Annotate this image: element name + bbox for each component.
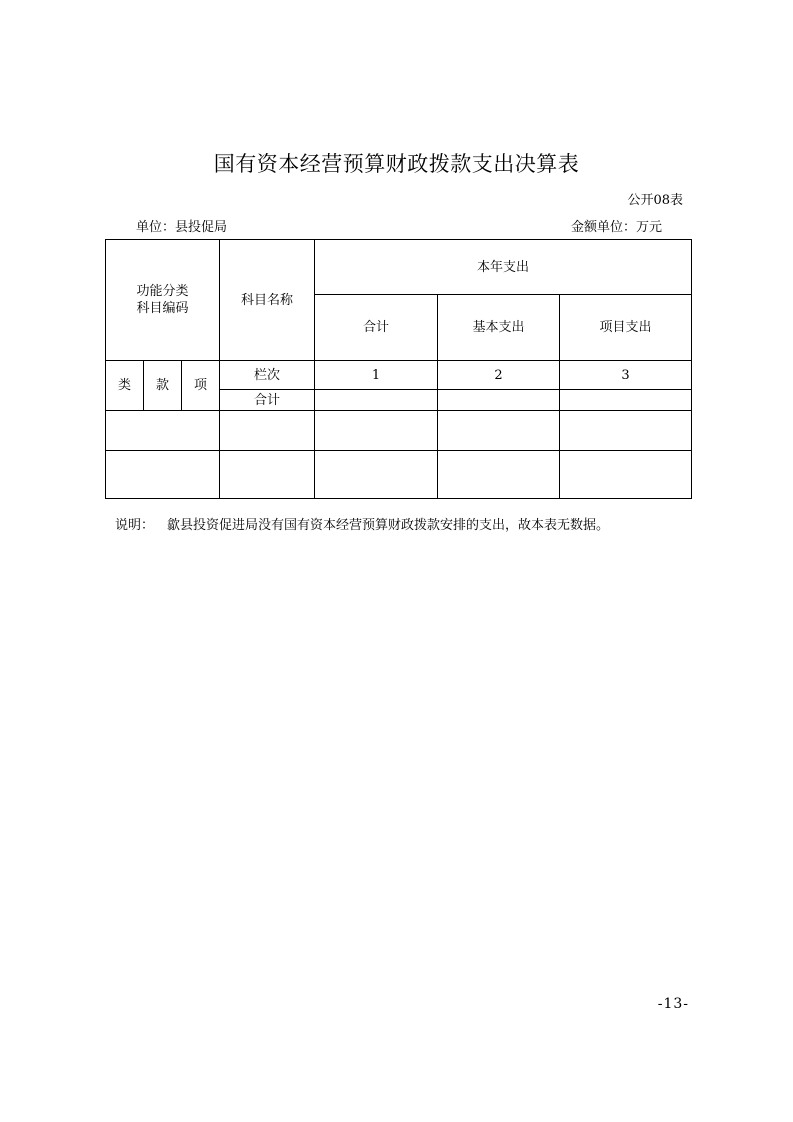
note-text: 歙县投资促进局没有国有资本经营预算财政拨款安排的支出，故本表无数据。 (167, 518, 610, 533)
amount-unit: 金额单位：万元 (570, 220, 662, 235)
column-index-1: 1 (315, 361, 438, 390)
column-index-row (106, 361, 692, 390)
expenditure-table (105, 239, 692, 499)
column-index-2: 2 (438, 361, 560, 390)
table-cell (438, 411, 560, 451)
header-row-1 (106, 240, 692, 295)
table-row (106, 451, 692, 499)
note-label: 说明： (115, 518, 155, 533)
total-row-cell (315, 390, 438, 411)
table-cell (438, 451, 560, 499)
table-cell (220, 451, 315, 499)
total-header: 合计 (315, 295, 438, 361)
explanatory-note (115, 514, 609, 533)
func-class-line2: 科目编码 (136, 301, 189, 316)
reporting-unit: 单位：县投促局 (136, 220, 228, 235)
func-class-line1: 功能分类 (136, 284, 189, 299)
table-cell (315, 411, 438, 451)
table-cell (220, 411, 315, 451)
total-row-cell (560, 390, 692, 411)
subject-name-header: 科目名称 (220, 240, 315, 361)
total-row-label: 合计 (220, 390, 315, 411)
table-cell (106, 451, 220, 499)
table-cell (560, 411, 692, 451)
func-class-header (106, 240, 220, 361)
lei-header: 类 (106, 361, 144, 411)
project-expense-header: 项目支出 (560, 295, 692, 361)
page-number: -13- (657, 996, 689, 1012)
xiang-header: 项 (182, 361, 220, 411)
total-row-cell (438, 390, 560, 411)
kuan-header: 款 (144, 361, 182, 411)
current-year-expense-header: 本年支出 (315, 240, 692, 295)
table-cell (106, 411, 220, 451)
column-index-3: 3 (560, 361, 692, 390)
table-cell (560, 451, 692, 499)
table-row (106, 411, 692, 451)
column-index-label: 栏次 (220, 361, 315, 390)
page-title: 国有资本经营预算财政拨款支出决算表 (213, 152, 580, 176)
basic-expense-header: 基本支出 (438, 295, 560, 361)
form-code: 公开08表 (627, 193, 683, 208)
table-cell (315, 451, 438, 499)
